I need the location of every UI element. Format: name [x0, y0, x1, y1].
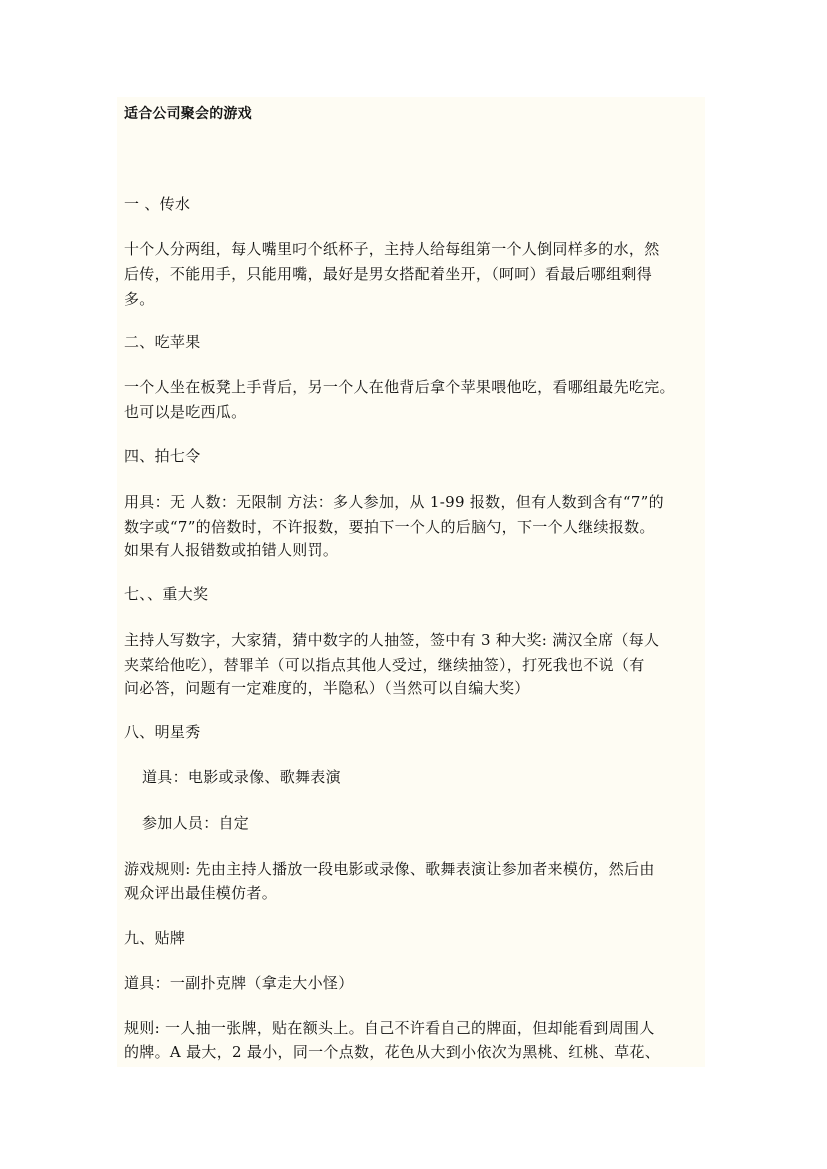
paragraph-line: 后传，不能用手，只能用嘴，最好是男女搭配着坐开，（呵呵）看最后哪组剩得 — [124, 265, 653, 283]
paragraph-line: 十个人分两组，每人嘴里叼个纸杯子，主持人给每组第一个人倒同样多的水，然 — [124, 240, 660, 258]
section-heading-tiepai: 九、贴牌 — [124, 929, 186, 947]
paragraph-line: 游戏规则: 先由主持人播放一段电影或录像、歌舞表演让参加者来模仿，然后由 — [124, 860, 655, 878]
section-heading-chipingguo: 二、吃苹果 — [124, 333, 201, 351]
paragraph-line: 数字或“7”的倍数时，不许报数，要拍下一个人的后脑勺，下一个人继续报数。 — [124, 518, 655, 536]
paragraph-line: 问必答，问题有一定难度的，半隐私）（当然可以自编大奖） — [124, 679, 530, 697]
paragraph-line: 夹菜给他吃），替罪羊（可以指点其他人受过，继续抽签），打死我也不说（有 — [124, 656, 645, 674]
section-heading-paiqiling: 四、拍七令 — [124, 447, 201, 465]
document-title: 适合公司聚会的游戏 — [124, 106, 252, 122]
paragraph-line: 如果有人报错数或拍错人则罚。 — [124, 541, 339, 559]
section-heading-zhongdajiang: 七、、重大奖 — [124, 585, 209, 603]
paragraph-line: 主持人写数字，大家猜，猜中数字的人抽签，签中有 3 种大奖: 满汉全席（每人 — [124, 631, 660, 649]
paragraph-line: 也可以是吃西瓜。 — [124, 403, 247, 421]
section-heading-mingxingxiu: 八、明星秀 — [124, 723, 201, 741]
paragraph-line: 观众评出最佳模仿者。 — [124, 884, 278, 902]
props-line: 道具：电影或录像、歌舞表演 — [142, 768, 341, 786]
paragraph-line: 的牌。A 最大，2 最小，同一个点数，花色从大到小依次为黑桃、红桃、草花、 — [124, 1043, 661, 1061]
paragraph-line: 用具：无 人数：无限制 方法：多人参加，从 1-99 报数，但有人数到含有“7”的 — [124, 493, 664, 511]
props-line: 道具：一副扑克牌（拿走大小怪） — [124, 974, 354, 992]
paragraph-line: 多。 — [124, 290, 155, 308]
participants-line: 参加人员：自定 — [142, 814, 250, 832]
paragraph-line: 一个人坐在板凳上手背后，另一个人在他背后拿个苹果喂他吃，看哪组最先吃完。 — [124, 378, 675, 396]
document-body — [117, 97, 705, 1067]
section-heading-chuanshui: 一 、传水 — [124, 195, 191, 213]
paragraph-line: 规则: 一人抽一张牌，贴在额头上。自己不许看自己的牌面，但却能看到周围人 — [124, 1019, 655, 1037]
